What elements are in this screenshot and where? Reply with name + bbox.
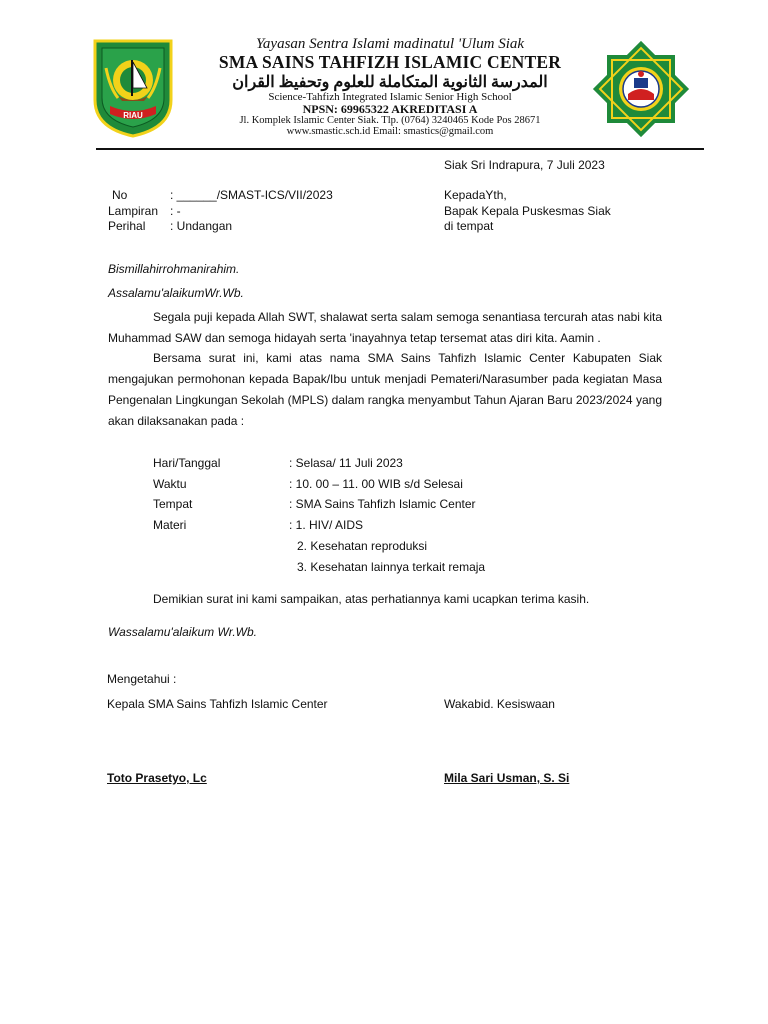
event-time-value: : 10. 00 – 11. 00 WIB s/d Selesai [289,477,463,491]
subject-value: : Undangan [170,219,233,233]
material-item-2: 2. Kesehatan reproduksi [297,539,428,553]
school-address: Jl. Komplek Islamic Center Siak. Tlp. (0764) 3240465 Kode Pos 28671 [239,115,541,126]
subject-label: Perihal [108,219,146,233]
acknowledged-label: Mengetahui : [107,672,177,686]
event-date-value: : Selasa/ 11 Juli 2023 [289,456,403,470]
number-label: No [112,188,128,202]
principal-title: Kepala SMA Sains Tahfizh Islamic Center [107,697,328,711]
material-item-3: 3. Kesehatan lainnya terkait remaja [297,560,486,574]
attachment-value: : - [170,204,181,218]
opening-salam: Assalamu'alaikumWr.Wb. [108,286,244,300]
event-material-label: Materi [153,518,187,532]
letterhead-divider [96,148,704,150]
recipient-salutation: KepadaYth, [444,188,507,202]
place-and-date: Siak Sri Indrapura, 7 Juli 2023 [444,158,605,172]
website-email: www.smastic.sch.id Email: smastics@gmail.com [286,126,494,137]
recipient-name: Bapak Kepala Puskesmas Siak [444,204,611,218]
event-place-value: : SMA Sains Tahfizh Islamic Center [289,497,476,511]
npsn-accreditation: NPSN: 69965322 AKREDITASI A [302,102,478,116]
closing-salam: Wassalamu'alaikum Wr.Wb. [108,625,257,639]
school-name-english: Science-Tahfizh Integrated Islamic Senior High School [268,91,512,103]
riau-emblem-logo [92,38,174,138]
number-value: : ______/SMAST-ICS/VII/2023 [170,188,333,202]
closing-sentence: Demikian surat ini kami sampaikan, atas perhatiannya kami ucapkan terima kasih. [153,592,590,606]
vice-principal-title: Wakabid. Kesiswaan [444,697,555,711]
paragraph-praise: Segala puji kepada Allah SWT, shalawat serta salam semoga senantiasa tercurah atas nabi kita Muhammad SAW dan semoga hidayah serta 'inayahnya tetap tersemat atas diri kita. Aamin . [108,310,662,345]
school-star-logo [590,38,692,140]
basmalah: Bismillahirrohmanirahim. [108,262,240,276]
event-time-label: Waktu [153,477,187,491]
event-place-label: Tempat [153,497,193,511]
vice-principal-name: Mila Sari Usman, S. Si [444,771,570,785]
foundation-name: Yayasan Sentra Islami madinatul 'Ulum Siak [255,36,525,52]
material-item-1: : 1. HIV/ AIDS [289,518,364,532]
riau-logo-label: RIAU [123,111,143,120]
principal-name: Toto Prasetyo, Lc [107,771,207,785]
recipient-location: di tempat [444,219,494,233]
school-name: SMA SAINS TAHFIZH ISLAMIC CENTER [218,52,562,72]
event-date-label: Hari/Tanggal [153,456,221,470]
attachment-label: Lampiran [108,204,159,218]
paragraph-request: Bersama surat ini, kami atas nama SMA Sains Tahfizh Islamic Center Kabupaten Siak mengajukan permohonan kepada Bapak/Ibu untuk menjadi Pemateri/Narasumber pada kegiatan Masa Pengenalan Lingkungan Sekolah (MPLS) dalam rangka menyambut Tahun Ajaran Baru 2023/2024 yang akan dilaksanakan pada : [108,351,662,428]
school-name-arabic: المدرسة الثانوية المتكاملة للعلوم وتحفيظ القران [232,74,548,91]
